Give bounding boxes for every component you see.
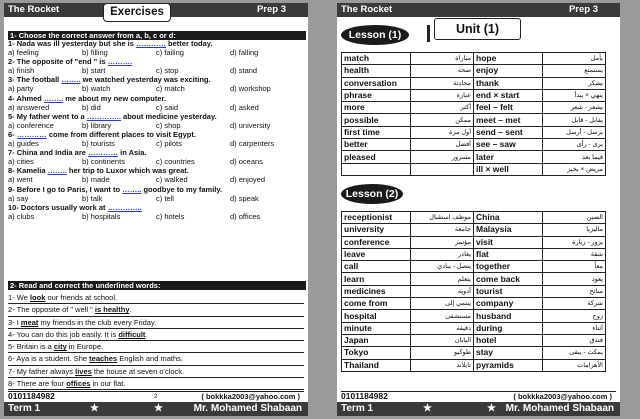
correction-text: 8- There are four [8,379,67,389]
question-stem-end: about medicine yesterday. [120,111,217,121]
arabic-meaning: يأمل [543,53,606,65]
answer-option: c) shop [156,120,181,130]
answer-option: a) feeling [8,48,39,58]
answer-options [8,139,304,148]
answer-blank: ………… [16,129,47,139]
question-stem: 2- The opposite of "end " is [8,57,108,67]
english-word [342,163,411,175]
arabic-meaning: مستشفى [411,310,474,322]
star-icon: ★ [423,403,432,414]
vocab-row [342,273,606,285]
answer-option: d) stand [230,66,258,76]
vocab-row [342,77,606,89]
header-grade: Prep 3 [256,4,286,15]
correction-text-end: the house at seven o'clock. [91,366,185,376]
english-word: leave [342,248,411,260]
page-number: 2 [154,394,158,400]
arabic-meaning: الأهرامات [543,359,606,371]
question-text [8,203,304,212]
correction-line [8,378,304,390]
question-stem: 10- Doctors usually work at [8,202,108,212]
lesson-1-vocab-table [341,52,606,176]
arabic-meaning: جامعة [411,224,474,236]
star-icon: ★ [90,403,99,414]
arabic-meaning: يستمتع [543,65,606,77]
arabic-meaning: يرى - رأى [543,139,606,151]
english-word: conversation [342,77,411,89]
section-correct-heading: 2- Read and correct the underlined words: [8,281,306,290]
question-stem-end: we watched yesterday was exciting. [80,75,211,85]
page-header [337,3,620,17]
arabic-meaning: مباراة [411,53,474,65]
english-word: feel – felt [474,102,543,114]
english-word: hotel [474,334,543,346]
english-word: ill × well [474,163,543,175]
vocab-row [342,248,606,260]
star-icon: ★ [154,403,163,414]
answer-option: d) speak [230,193,259,203]
arabic-meaning: اليابان [411,334,474,346]
english-word: hospital [342,310,411,322]
english-word: enjoy [474,65,543,77]
english-word: first time [342,126,411,138]
correction-line [8,329,304,341]
english-word: possible [342,114,411,126]
english-word: match [342,53,411,65]
underlined-word: is healthy [94,305,130,315]
answer-option: c) failing [156,48,184,58]
arabic-meaning: شركة [543,298,606,310]
answer-options [8,48,304,57]
question-stem-end: come from different places to visit Egypt. [46,129,196,139]
vocab-row [342,298,606,310]
correction-text-end: English and maths. [117,354,183,364]
vocab-row [342,236,606,248]
correction-text: 5- Britain is a [8,342,54,352]
vocab-row [342,139,606,151]
english-word: hope [474,53,543,65]
correction-line [8,304,304,316]
underlined-word: lives [75,366,92,376]
vocab-row [342,126,606,138]
answer-option: d) workshop [230,84,271,94]
correction-line [8,366,304,378]
answer-option: b) library [82,120,112,130]
underlined-word: teaches [89,354,118,364]
vocabulary-page [337,3,620,416]
answer-option: d) university [230,120,271,130]
answer-option: a) party [8,84,34,94]
header-grade: Prep 3 [568,4,598,15]
footer-term: Term 1 [341,403,374,414]
arabic-meaning: يقابل - قابل [543,114,606,126]
arabic-meaning: طوكيو [411,347,474,359]
answer-option: a) conference [8,120,54,130]
english-word: more [342,102,411,114]
vocab-row [342,163,606,175]
answer-option: a) say [8,193,29,203]
vocab-row [342,89,606,101]
question-text [8,148,304,157]
answer-option: d) asked [230,102,259,112]
correction-text-end: our friends at school. [45,293,118,302]
question-text [8,75,304,84]
arabic-meaning: يشكر [543,77,606,89]
question-stem: 5- My father went to a [8,111,87,121]
arabic-meaning: يتصل - ينادي [411,261,474,273]
english-word: tourist [474,285,543,297]
footer-teacher-name: Mr. Mohamed Shabaan [193,403,302,414]
correction-text: 1- We [8,293,30,302]
arabic-meaning: مريض × بخير [543,163,606,175]
english-word: medicines [342,285,411,297]
correction-list [8,292,304,390]
correction-text-end: in our flat. [90,379,126,389]
answer-blank: ………….. [107,202,142,212]
vocab-row [342,65,606,77]
vocab-row [342,359,606,371]
answer-option: a) answered [8,102,50,112]
english-word: Tokyo [342,347,411,359]
exercises-tab: Exercises [103,3,171,22]
english-word: conference [342,236,411,248]
arabic-meaning: فندق [543,334,606,346]
answer-blank: …….. [43,93,64,103]
underlined-word: city [53,342,67,352]
email-address: ( bokkka2003@yahoo.com ) [513,392,612,401]
arabic-meaning: زوج [543,310,606,322]
arabic-meaning: شقة [543,248,606,260]
english-word: meet – met [474,114,543,126]
header-title: The Rocket [341,4,393,15]
arabic-meaning: معاً [543,261,606,273]
question-stem: 3- The football [8,75,62,85]
underlined-word: difficult [118,329,146,339]
english-word: come from [342,298,411,310]
english-word: China [474,212,543,224]
answer-option: a) clubs [8,211,35,221]
answer-option: c) said [156,102,179,112]
answer-option: b) tourists [82,139,115,149]
answer-options [8,175,304,184]
arabic-meaning: يتعلم [411,273,474,285]
arabic-meaning: ممكن [411,114,474,126]
english-word: call [342,261,411,273]
answer-option: a) guides [8,139,39,149]
answer-option: c) match [156,84,185,94]
answer-option: b) talk [82,193,103,203]
english-word: phrase [342,89,411,101]
english-word: come back [474,273,543,285]
answer-option: b) start [82,66,106,76]
scroll-decoration [427,25,430,42]
answer-options [8,103,304,112]
arabic-meaning: دقيقة [411,322,474,334]
arabic-meaning [411,163,474,175]
answer-option: a) cities [8,157,34,167]
arabic-meaning: يمكث - يبقى [543,347,606,359]
email-address: ( bokkka2003@yahoo.com ) [201,392,300,401]
lesson-2-badge: Lesson (2) [341,184,403,204]
answer-option: c) stop [156,66,179,76]
answer-options [8,121,304,130]
question-stem: 7- China and India are [8,148,89,158]
english-word: flat [474,248,543,260]
question-text [8,185,304,194]
english-word: stay [474,347,543,359]
correction-line [8,341,304,353]
english-word: better [342,139,411,151]
english-word: visit [474,236,543,248]
english-word: pyramids [474,359,543,371]
arabic-meaning: يزور - زيارة [543,236,606,248]
answer-option: c) tell [156,193,174,203]
answer-blank: ………… [135,39,166,48]
english-word: end × start [474,89,543,101]
english-word: together [474,261,543,273]
arabic-meaning: فيما بعد [543,151,606,163]
answer-option: a) finish [8,66,35,76]
arabic-meaning: أول مرة [411,126,474,138]
english-word: during [474,322,543,334]
correction-text: 3- I [8,317,21,327]
question-stem-end: me about my new computer. [63,93,167,103]
arabic-meaning: تايلاند [411,359,474,371]
question-stem: 9- Before I go to Paris, I want to [8,184,123,194]
answer-blank: ………….. [86,111,121,121]
arabic-meaning: عبارة [411,89,474,101]
english-word: health [342,65,411,77]
question-text [8,57,304,66]
unit-title: Unit (1) [434,18,521,40]
arabic-meaning: مسرور [411,151,474,163]
correction-text: 4- You can do this job easily. It is [8,329,119,339]
question-text [8,130,304,139]
answer-blank: …….. [47,166,67,176]
arabic-meaning: أكثر [411,102,474,114]
question-text [8,112,304,121]
arabic-meaning: مؤتمر [411,236,474,248]
vocab-row [342,212,606,224]
answer-option: d) carpenters [230,139,275,149]
arabic-meaning: صحة [411,65,474,77]
answer-blank: ………. [107,57,133,67]
answer-blank: …….. [61,75,81,85]
mcq-list [8,39,304,221]
correction-line [8,353,304,365]
arabic-meaning: يرسل - أرسل [543,126,606,138]
correction-line [8,292,304,304]
page-footer [4,402,308,416]
correction-text: 6- Aya is a student. She [8,354,90,364]
arabic-meaning: يشعر - شعر [543,102,606,114]
english-word: later [474,151,543,163]
answer-option: b) filling [82,48,108,58]
english-word: minute [342,322,411,334]
question-text [8,94,304,103]
correction-text-end: . [129,305,132,315]
vocab-row [342,53,606,65]
english-word: learn [342,273,411,285]
question-stem: 8- Kamelia [8,166,48,176]
footer-teacher-name: Mr. Mohamed Shabaan [505,403,614,414]
english-word: send – sent [474,126,543,138]
english-word: husband [474,310,543,322]
english-word: thank [474,77,543,89]
answer-option: b) watch [82,84,111,94]
english-word: pleased [342,151,411,163]
underlined-word: look [29,293,46,302]
question-stem-end: better today. [165,39,213,48]
page-footer [337,402,620,416]
star-icon: ★ [487,403,496,414]
question-stem-end: in Asia. [118,148,147,158]
arabic-meaning: الصين [543,212,606,224]
question-stem: 4- Ahmed [8,93,44,103]
vocab-row [342,261,606,273]
answer-options [8,84,304,93]
question-stem: 6- [8,129,17,139]
answer-option: d) oceans [230,157,263,167]
answer-options [8,66,304,75]
answer-options [8,157,304,166]
arabic-meaning: محادثة [411,77,474,89]
answer-options [8,194,304,203]
english-word: Thailand [342,359,411,371]
question-text [8,166,304,175]
arabic-meaning: أفضل [411,139,474,151]
question-text [8,39,304,48]
vocab-row [342,102,606,114]
arabic-meaning: ماليزيا [543,224,606,236]
arabic-meaning: موظف استقبال [411,212,474,224]
vocab-row [342,347,606,359]
english-word: university [342,224,411,236]
english-word: see – saw [474,139,543,151]
correction-text: 2- The opposite of " well " [8,305,95,315]
footer-term: Term 1 [8,403,41,414]
answer-blank: ………… [88,148,119,158]
correction-text-end: my friends in the club every Friday. [38,317,157,327]
arabic-meaning: أثناء [543,322,606,334]
answer-option: d) falling [230,48,259,58]
answer-option: b) continents [82,157,125,167]
english-word: Malaysia [474,224,543,236]
answer-option: d) offices [230,211,261,221]
vocab-row [342,310,606,322]
answer-option: c) hotels [156,211,185,221]
answer-blank: …….. [122,184,142,194]
vocab-row [342,114,606,126]
vocab-row [342,224,606,236]
correction-line [8,317,304,329]
header-title: The Rocket [8,4,60,15]
correction-text: 7- My father always [8,366,76,376]
arabic-meaning: يعود [543,273,606,285]
arabic-meaning: ينتمي إلى [411,298,474,310]
correction-text-end: in Europe. [66,342,104,352]
answer-option: b) made [82,175,110,185]
answer-option: d) enjoyed [230,175,266,185]
underlined-word: offices [66,379,91,389]
answer-option: a) went [8,175,33,185]
lesson-2-vocab-table [341,211,606,372]
vocab-row [342,285,606,297]
english-word: company [474,298,543,310]
phone-number: 0101184982 [341,391,388,401]
vocab-row [342,334,606,346]
vocab-row [342,322,606,334]
correction-text-end: . [145,329,148,339]
answer-option: b) did [82,102,101,112]
underlined-word: meat [20,317,39,327]
english-word: receptionist [342,212,411,224]
question-stem: 1- Nada was ill yesterday but she is [8,39,136,48]
lesson-1-badge: Lesson (1) [341,25,409,45]
answer-option: c) walked [156,175,188,185]
arabic-meaning: ينهي × يبدأ [543,89,606,101]
question-stem-end: her trip to Luxor which was great. [66,166,189,176]
exercises-page [4,3,308,416]
answer-option: b) hospitals [82,211,121,221]
arabic-meaning: سائح [543,285,606,297]
arabic-meaning: يغادر [411,248,474,260]
vocab-row [342,151,606,163]
phone-number: 0101184982 [8,391,55,401]
question-stem-end: goodbye to my family. [141,184,223,194]
arabic-meaning: أدوية [411,285,474,297]
answer-option: c) pilots [156,139,182,149]
answer-options [8,212,304,221]
section-choose-heading: 1- Choose the correct answer from a, b, c or d: [8,31,306,40]
answer-option: c) countries [156,157,195,167]
english-word: Japan [342,334,411,346]
